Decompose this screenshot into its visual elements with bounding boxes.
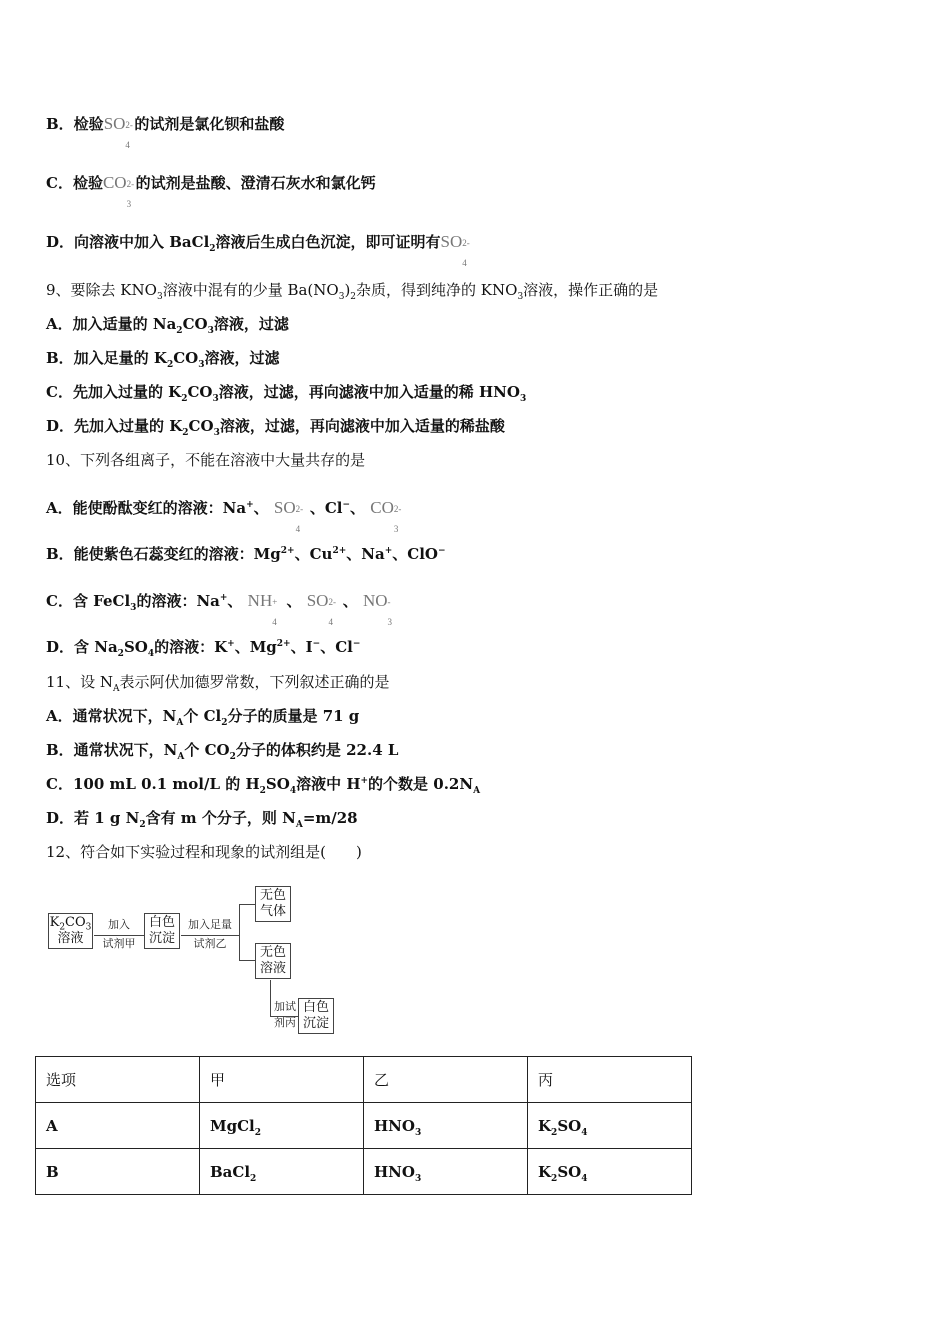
cell-jia: MgCl$_2$ bbox=[200, 1103, 364, 1149]
q9-option-b: B．加入足量的 $K_2CO_3$溶液，过滤 bbox=[46, 349, 280, 370]
q10-option-d: D．含 $Na_2SO_4$的溶液：K+、$Mg^{2+}$、I−、Cl− bbox=[46, 638, 361, 659]
sulfate-ion: SO 2- 4 bbox=[440, 232, 470, 268]
cell-bing: $K_2SO_4$ bbox=[528, 1149, 692, 1195]
q10-stem: 10、下列各组离子，不能在溶液中大量共存的是 bbox=[46, 451, 366, 469]
q9-option-d: D．先加入过量的 $K_2CO_3$溶液，过滤，再向滤液中加入适量的稀盐酸 bbox=[46, 417, 505, 438]
cell-jia: BaCl$_2$ bbox=[200, 1149, 364, 1195]
colorless-solution-box: 无色 溶液 bbox=[255, 943, 291, 979]
arrow3-line bbox=[270, 980, 271, 1016]
table-row bbox=[36, 1103, 692, 1149]
q8-option-c: C．检验CO 2- 3 的试剂是盐酸、澄清石灰水和氯化钙 bbox=[46, 173, 376, 209]
arrow3-label-bottom: 剂丙 bbox=[274, 1016, 296, 1029]
sulfate-ion: SO 2- 4 bbox=[103, 114, 133, 150]
sulfate-ion: SO 2- 4 bbox=[273, 498, 304, 534]
table-header-row bbox=[36, 1057, 692, 1103]
ammonium-ion: NH + 4 bbox=[247, 591, 278, 627]
q11-option-c: C．100 mL 0.1 mol/L 的 $H_2SO_4$溶液中 H+的个数是 $0.2N_A$ bbox=[46, 775, 481, 796]
cell-yi: $HNO_3$ bbox=[364, 1103, 528, 1149]
q11-stem: 11、设 $N_A$表示阿伏加德罗常数，下列叙述正确的是 bbox=[46, 673, 390, 694]
q9-option-c: C．先加入过量的 $K_2CO_3$溶液，过滤，再向滤液中加入适量的稀 $HNO_3$ bbox=[46, 383, 527, 404]
reagent-options-table bbox=[35, 1056, 692, 1195]
carbonate-ion: CO 2- 3 bbox=[370, 498, 402, 534]
q11-option-d: D．若 1 g $N_2$含有 m 个分子，则 $N_A=m/28$ bbox=[46, 809, 358, 830]
arrow1-line bbox=[94, 935, 144, 936]
arrow1-label-bottom: 试剂甲 bbox=[102, 937, 136, 950]
q9-option-a: A．加入适量的 $Na_2CO_3$溶液，过滤 bbox=[46, 315, 289, 336]
white-precipitate-box-2: 白色 沉淀 bbox=[298, 998, 334, 1034]
colorless-gas-box: 无色 气体 bbox=[255, 886, 291, 922]
cell-bing: $K_2SO_4$ bbox=[528, 1103, 692, 1149]
arrow2-label-top: 加入足量 bbox=[188, 918, 232, 931]
arrow2-label-bottom: 试剂乙 bbox=[193, 937, 227, 950]
carbonate-ion: CO 2- 3 bbox=[102, 173, 135, 209]
k2co3-solution-box: $K_2CO_3$ 溶液 bbox=[48, 913, 93, 949]
white-precipitate-box-1: 白色 沉淀 bbox=[144, 913, 180, 949]
q11-option-b: B．通常状况下，$N_A$个 $CO_2$分子的体积约是 22.4 L bbox=[46, 741, 399, 762]
q11-option-a: A．通常状况下，$N_A$个 $Cl_2$分子的质量是 71 g bbox=[46, 707, 360, 728]
q9-stem: 9、要除去 $KNO_3$溶液中混有的少量 $Ba(NO_3)_2$杂质，得到纯净的 $KNO_3$溶液，操作正确的是 bbox=[46, 281, 659, 302]
arrow2-line bbox=[181, 935, 239, 936]
q10-option-c: C．含 FeCl$_3$的溶液：Na+、 NH + 4 、 SO 2- 4 、 NO - 3 bbox=[46, 591, 397, 611]
header-yi: 乙 bbox=[364, 1057, 528, 1103]
q10-option-b: B．能使紫色石蕊变红的溶液：$Mg^{2+}$、$Cu^{2+}$、Na+、ClO− bbox=[46, 545, 446, 563]
q8-option-d: D．向溶液中加入 BaCl$_2$溶液后生成白色沉淀，即可证明有SO 2- 4 bbox=[46, 232, 470, 268]
arrow3-label-top: 加试 bbox=[274, 1000, 296, 1013]
cell-option: A bbox=[36, 1103, 200, 1149]
header-jia: 甲 bbox=[200, 1057, 364, 1103]
header-option: 选项 bbox=[36, 1057, 200, 1103]
cell-yi: $HNO_3$ bbox=[364, 1149, 528, 1195]
q8-option-b: B．检验SO 2- 4 的试剂是氯化钡和盐酸 bbox=[46, 114, 285, 150]
branch-line-top bbox=[239, 904, 255, 905]
sulfate-ion: SO 2- 4 bbox=[306, 591, 336, 627]
arrow1-label-top: 加入 bbox=[108, 918, 130, 931]
branch-line-bottom bbox=[239, 960, 255, 961]
cell-option: B bbox=[36, 1149, 200, 1195]
q12-stem: 12、符合如下实验过程和现象的试剂组是( ) bbox=[46, 843, 362, 861]
q10-option-a: A．能使酚酞变红的溶液：Na+、 SO 2- 4 、Cl−、 CO 2- 3 bbox=[46, 498, 402, 534]
nitrate-ion: NO - 3 bbox=[362, 591, 392, 627]
table-row bbox=[36, 1149, 692, 1195]
branch-line bbox=[239, 904, 240, 960]
header-bing: 丙 bbox=[528, 1057, 692, 1103]
